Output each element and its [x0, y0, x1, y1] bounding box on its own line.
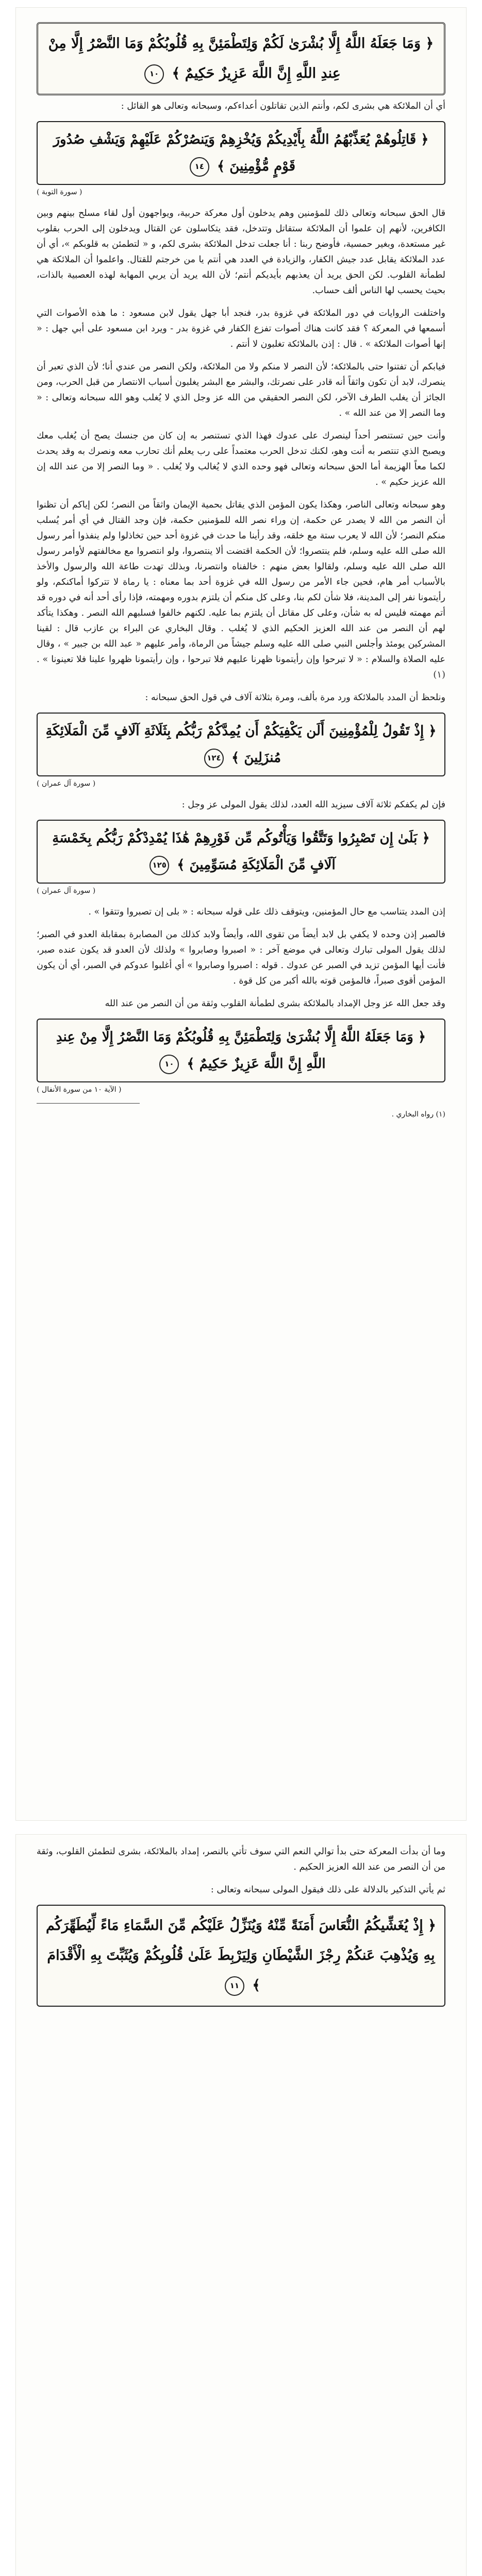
verse-box	[37, 1905, 445, 2007]
verse-source	[37, 1086, 445, 1094]
paragraph: ونلحظ أن المدد بالملائكة ورد مرة بألف، ومرة بثلاثة آلاف في قول الحق سبحانه :	[145, 692, 445, 703]
verse-source	[37, 779, 445, 788]
paragraph: واختلفت الروايات في دور الملائكة في غزوة بدر، فنجد أبا جهل يقول لابن مسعود : ما هذه الأصوات التي أسمعها في المعركة ؟ فقد كانت هناك أصوات تفزع الكفار في غزوة بدر - ويرد ابن مسعود على أبي جهل : « إنها أصوات الملائكة » . قال : إذن بالملائكة تغلبون لا أنتم .	[37, 308, 445, 349]
book-page-2	[15, 1834, 467, 2576]
opening-verse	[38, 24, 444, 94]
ayah-number-badge: ١٠	[144, 64, 164, 84]
verse-source	[37, 188, 445, 196]
quran-verse-text: ﴿ إِذْ يُغَشِّيكُمُ النُّعَاسَ أَمَنَةً مِّنْهُ وَيُنَزِّلُ عَلَيْكُم مِّنَ السَّمَاءِ مَاءً لِّيُطَهِّرَكُم بِهِ وَيُذْهِبَ عَنكُمْ رِجْزَ الشَّيْطَانِ وَلِيَرْبِطَ عَلَىٰ قُلُوبِكُمْ وَيُثَبِّتَ بِهِ الْأَقْدَامَ ﴾	[46, 1918, 436, 1993]
paragraph: إذن المدد يتناسب مع حال المؤمنين، ويتوقف ذلك على قوله سبحانه : « بلى إن تصبروا وتتقوا » .	[88, 907, 445, 917]
quran-verse	[38, 714, 444, 775]
quran-verse-text: ﴿ بَلَىٰ إِن تَصْبِرُوا وَتَتَّقُوا وَيَأْتُوكُم مِّن فَوْرِهِمْ هَٰذَا يُمْدِدْكُمْ رَبُّكُم بِخَمْسَةِ آلَافٍ مِّنَ الْمَلَائِكَةِ مُسَوِّمِينَ ﴾	[52, 831, 430, 873]
verse-box	[37, 820, 445, 884]
ayah-number-badge: ١٢٥	[149, 856, 169, 875]
paragraph: أي أن الملائكة هي بشرى لكم، وأنتم الذين تقاتلون أعداءكم، وسبحانه وتعالى هو القائل :	[121, 101, 445, 111]
paragraph-text: وهو سبحانه وتعالى الناصر، وهكذا يكون المؤمن الذي يقاتل بحمية الإيمان واثقاً من النصر؛ لكن إياكم أن تظنوا أن النصر من الله لا يصدر عن حكمة، إن وراء نصر الله للمؤمنين حكمة، فإن وجد القتال في أي أمر يُسلب منكم النصر؛ لأن الله لا يعرب ستة مع خلقه، وقد رأينا ما حدث في غزوة أحد حين تخاذلوا ولم ينفذوا أمر رسول الله صلى الله عليه وسلم، فلم ينتصروا؛ لأن الحكمة اقتضت ألا ينتصروا، ولو انتصروا مع مخالفتهم لأوامر رسول الله صلى الله عليه وسلم، ولقالوا بعض منهم : خالفناه وانتصرنا، وبذلك تهدت طاعة الله والرسول والأخذ بالأسباب أمر هام، فحين جاء الأمر من رسول الله في غزوة أحد بما معناه : يا رماة لا تتركوا أماكنكم، ولو رأيتمونا نفر إلى المدينة، فلا شأن لكم بنا، وعلى كل منكم أن يلتزم بدوره ومهمته، فإذا رأى أحد أنه في دوره قد أتم مهمته فليس له به شأن، وعلى كل مقاتل أن يلتزم بما عليه. لكنهم خالفوا فسلبهم الله النصر . وهكذا يتأكد لهم أن النصر من عند الله العزيز الحكيم الذي لا يُغلب . وقال البخاري عن البراء بن عازب قال : لقينا المشركين يومئذ وأجلس النبي صلى الله عليه وسلم جيشاً من الرماة، وأمر عليهم « عبد الله بن جبير » ، وقال عليه الصلاة والسلام : « لا تبرحوا وإن رأيتمونا ظهرنا عليهم فلا تبرحوا ، وإن رأيتمونا ظهروا علينا فلا تعينونا » .	[37, 500, 445, 665]
paragraph: وما أن بدأت المعركة حتى بدأ توالي النعم التي سوف تأتي بالنصر، إمداد بالملائكة، بشرى لتطمئن القلوب، وثقة من أن النصر من عند الله العزيز الحكيم .	[37, 1846, 445, 1872]
opening-verse-text: ﴿ وَمَا جَعَلَهُ اللَّهُ إِلَّا بُشْرَىٰ لَكُمْ وَلِتَطْمَئِنَّ بِهِ قُلُوبُكُمْ وَمَا النَّصْرُ إِلَّا مِنْ عِندِ اللَّهِ إِنَّ اللَّهَ عَزِيزٌ حَكِيمٌ ﴾	[48, 36, 434, 81]
quran-verse	[38, 122, 444, 184]
footnote-marker: (١)	[433, 669, 445, 680]
paragraph: وأنت حين تستنصر أحداً لينصرك على عدوك فهذا الذي تستنصر به إن كان من جنسك يصح أن يُغلب معك ويصبح الذي تنتصر به أنت وهو، لكنك تدخل الحرب معتمداً على رب يعلم أنك تحارب معه ونصرك به وقد يحدث لكما معاً الهزيمة أما الحق سبحانه وتعالى فهو وحده الذي لا يُغالب ولا يُغلب . « وما النصر إلا من عند الله إن الله عزيز حكيم » .	[37, 431, 445, 487]
quran-verse-text: ﴿ إِذْ تَقُولُ لِلْمُؤْمِنِينَ أَلَن يَكْفِيَكُمْ أَن يُمِدَّكُمْ رَبُّكُم بِثَلَاثَةِ آلَافٍ مِّنَ الْمَلَائِكَةِ مُنزَلِينَ ﴾	[45, 723, 437, 766]
footnote: (١) رواه البخاري .	[391, 1110, 445, 1118]
quran-verse	[38, 1906, 444, 2006]
ayah-number-badge: ١٢٤	[204, 749, 224, 768]
paragraph: ثم يأتي التذكير بالدلالة على ذلك فيقول المولى سبحانه وتعالى :	[210, 1885, 445, 1895]
paragraph: فالصبر إذن وحده لا يكفي بل لابد أيضاً من تقوى الله، وأيضاً ولابد كذلك من المصابرة بمقابلة العدو في الصبر؛ لذلك يقول المولى تبارك وتعالى في موضع آخر : « اصبروا وصابروا » ولذلك لأن العدو قد يكون عنده صبر، فأنت أيها المؤمن تزيد في الصبر عن عدوك . قوله : اصبروا وصابروا » أي أغلبوا عدوكم في الصبر، أي أن يكون المؤمن أقوى صبراً، فالمؤمن قوته بالله أكبر من كل قوة .	[37, 929, 445, 986]
paragraph: قال الحق سبحانه وتعالى ذلك للمؤمنين وهم يدخلون أول معركة حربية، ويواجهون أول لقاء مسلح بينهم وبين الكافرين، لأنهم إن علموا أن الملائكة ستقاتل وتتدخل، فقد يتكاسلون عن القتال ويدخلون إلى الحرب بقلوب غير مستعدة، وبغير حمسية، فأوضح ربنا : أنا جعلت تدخل الملائكة بشرى لكم، و « لتطمئن به قلوبكم »، أي أن عدد الملائكة يقابل عدد جيش الكفار، والزيادة في العدد هي أنتم يا من خرجتم للقتال. واعلموا أن الملائكة هي لطمأنة القلوب. لكن الحق يريد أن يعذبهم بأيديكم أنتم؛ لأن الله يريد أن يربي المهابة لهذه العصبية بالذات، بحيث يحسب لها الناس ألف حساب.	[37, 208, 445, 296]
ayah-number-badge: ١٤	[190, 157, 209, 177]
verse-source-text: ( سورة آل عمران )	[37, 887, 96, 895]
ayah-number-badge: ١٠	[159, 1055, 179, 1074]
opening-verse-box	[37, 22, 445, 95]
verse-source-text: ( سورة آل عمران )	[37, 779, 96, 788]
quran-verse	[38, 1020, 444, 1081]
ayah-number-badge: ١١	[225, 1976, 244, 1996]
verse-box	[37, 121, 445, 185]
paragraph: فيابكم أن تفتنوا حتى بالملائكة؛ لأن النصر لا منكم ولا من الملائكة، ولكن النصر من عندي أنا؛ لأن الذي تعبر أن ينصرك، لابد أن تكون واثقاً أنه قادر على نصرتك، والبشر مع البشر يغلبون أسباب الانتصار من قبل الحرب، ومن الجائز أن يغلب الطرف الآخر، لكن النصر الحقيقي من الله عز وجل الذي لا يُغلب وهو الله سبحانه وتعالى : « وما النصر إلا من عند الله » .	[37, 362, 445, 418]
verse-box	[37, 713, 445, 776]
paragraph: وقد جعل الله عز وجل الإمداد بالملائكة بشرى لطمأنة القلوب وثقة من أن النصر من عند الله	[105, 998, 445, 1009]
paragraph: فإن لم يكفكم ثلاثة آلاف سيزيد الله العدد، لذلك يقول المولى عز وجل :	[181, 800, 445, 810]
quran-verse-text: ﴿ وَمَا جَعَلَهُ اللَّهُ إِلَّا بُشْرَىٰ وَلِتَطْمَئِنَّ بِهِ قُلُوبُكُمْ وَمَا النَّصْرُ إِلَّا مِنْ عِندِ اللَّهِ إِنَّ اللَّهَ عَزِيزٌ حَكِيمٌ ﴾	[56, 1029, 426, 1072]
quran-verse-text: ﴿ قَاتِلُوهُمْ يُعَذِّبْهُمُ اللَّهُ بِأَيْدِيكُمْ وَيُخْزِهِمْ وَيَنصُرْكُمْ عَلَيْهِمْ وَيَشْفِ صُدُورَ قَوْمٍ مُّؤْمِنِينَ ﴾	[53, 132, 429, 174]
verse-source-text: ( الآية ١٠ من سورة الأنفال )	[37, 1086, 122, 1094]
paragraph	[37, 497, 445, 683]
book-page-1	[15, 7, 467, 1821]
quran-verse	[38, 821, 444, 883]
footnote-divider	[37, 1103, 140, 1104]
verse-box	[37, 1019, 445, 1082]
verse-source	[37, 887, 445, 895]
verse-source-text: ( سورة التوبة )	[37, 188, 82, 196]
